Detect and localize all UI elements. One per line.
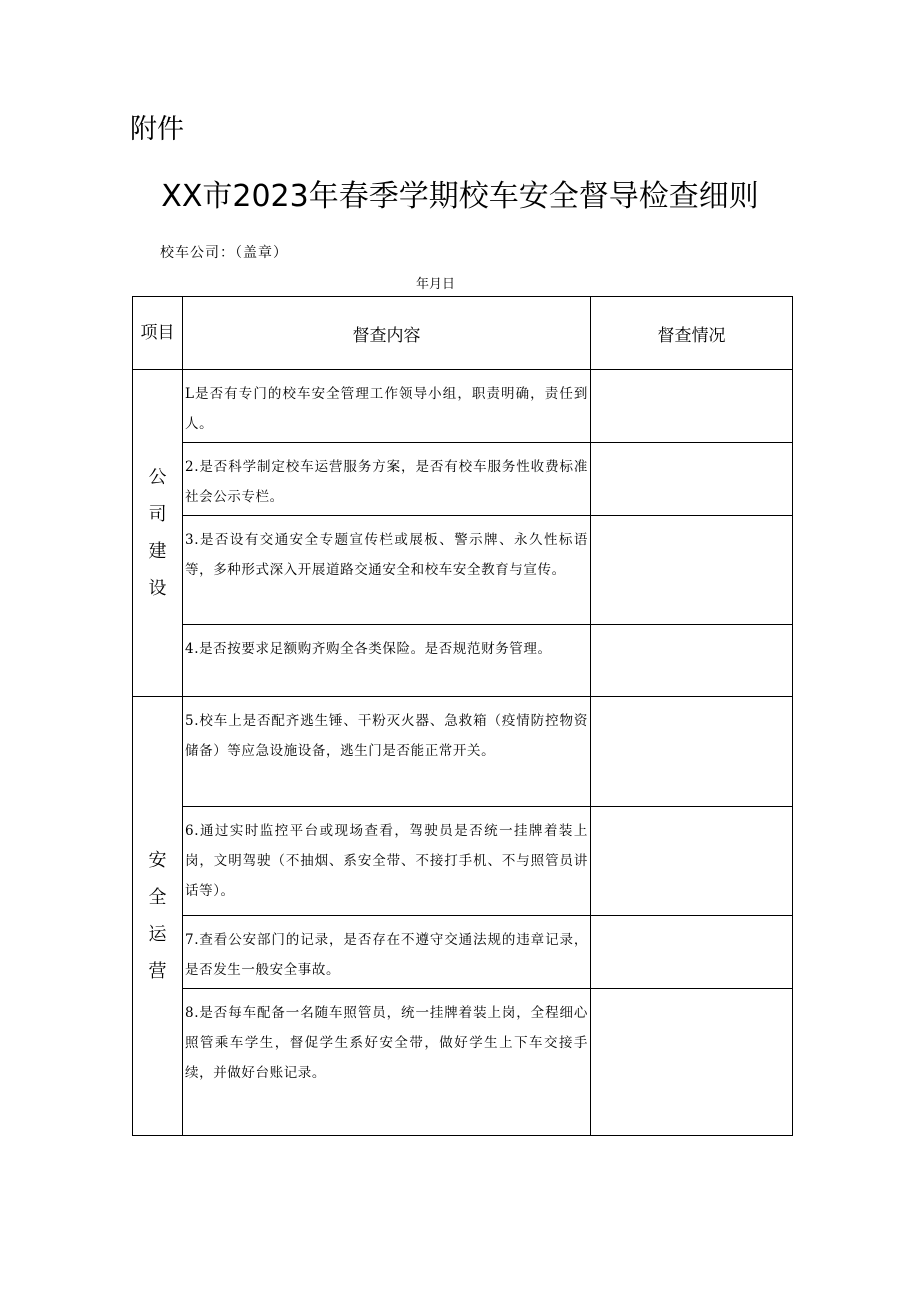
content-cell: 3.是否设有交通安全专题宣传栏或展板、警示牌、永久性标语等，多种形式深入开展道路交通安全和校车安全教育与宣传。: [183, 516, 591, 625]
company-seal-line: 校车公司：（盖章）: [160, 245, 288, 261]
situation-cell[interactable]: [591, 989, 793, 1136]
content-cell: 8.是否每车配备一名随车照管员，统一挂牌着装上岗，全程细心照管乘车学生，督促学生系好安全带，做好学生上下车交接手续，并做好台账记录。: [183, 989, 591, 1136]
content-cell: 7.查看公安部门的记录，是否存在不遵守交通法规的违章记录，是否发生一般安全事故。: [183, 916, 591, 989]
category-char: 设: [148, 578, 167, 599]
header-item: [133, 297, 183, 370]
header-situation: 督查情况: [591, 297, 793, 370]
table-row: [133, 625, 793, 697]
table-row: [133, 989, 793, 1136]
content-cell: 4.是否按要求足额购齐购全各类保险。是否规范财务管理。: [183, 625, 591, 697]
content-cell: 2.是否科学制定校车运营服务方案，是否有校车服务性收费标准社会公示专栏。: [183, 443, 591, 516]
table-row: [133, 916, 793, 989]
situation-cell[interactable]: [591, 807, 793, 916]
attachment-label: 附件: [130, 114, 184, 145]
table-row: [133, 697, 793, 807]
document-title: XX市2023年春季学期校车安全督导检查细则: [161, 179, 759, 214]
table-row: [133, 807, 793, 916]
table-row: [133, 516, 793, 625]
header-content: 督查内容: [183, 297, 591, 370]
situation-cell[interactable]: [591, 516, 793, 625]
situation-cell[interactable]: [591, 697, 793, 807]
date-line: 年月日: [416, 277, 456, 292]
inspection-table: [132, 296, 793, 1136]
situation-cell[interactable]: [591, 370, 793, 443]
category-char: 全: [148, 887, 167, 908]
category-safe-operation: [133, 697, 183, 1136]
situation-cell[interactable]: [591, 916, 793, 989]
category-char: 安: [148, 850, 167, 871]
category-char: 公: [148, 467, 167, 488]
category-char: 运: [148, 924, 167, 945]
category-char: 司: [148, 504, 167, 525]
content-cell: 5.校车上是否配齐逃生锤、干粉灭火器、急救箱（疫情防控物资储备）等应急设施设备，逃生门是否能正常开关。: [183, 697, 591, 807]
table-header-row: [133, 297, 793, 370]
table-row: [133, 443, 793, 516]
table-row: [133, 370, 793, 443]
category-company-building: [133, 370, 183, 697]
category-char: 营: [148, 961, 167, 982]
content-cell: L是否有专门的校车安全管理工作领导小组，职责明确，责任到人。: [183, 370, 591, 443]
category-char: 建: [148, 541, 167, 562]
header-item-label: 项目: [140, 323, 175, 343]
content-cell: 6.通过实时监控平台或现场查看，驾驶员是否统一挂牌着装上岗，文明驾驶（不抽烟、系安全带、不接打手机、不与照管员讲话等）。: [183, 807, 591, 916]
situation-cell[interactable]: [591, 443, 793, 516]
situation-cell[interactable]: [591, 625, 793, 697]
